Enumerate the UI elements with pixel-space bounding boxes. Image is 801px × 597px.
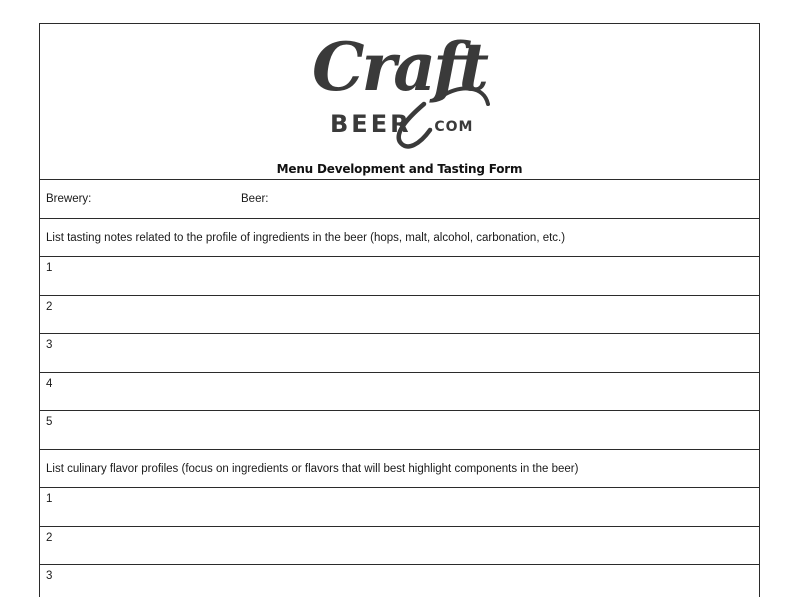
section1-prompt: List tasting notes related to the profile of ingredients in the beer (hops, malt, alcohol, carbonation, etc.) [46,231,566,244]
logo-com-wordmark: .COM [428,119,474,135]
line-number: 1 [46,262,53,274]
form-title: Menu Development and Tasting Form [276,162,523,176]
beer-label: Beer: [241,193,269,205]
section2-line-1 [40,488,759,527]
section1-line-2 [40,296,759,335]
line-number: 3 [46,570,53,582]
logo-beer-wordmark: BEER [330,110,412,138]
section1-prompt-row [40,219,759,258]
section2-prompt: List culinary flavor profiles (focus on ingredients or flavors that will best highlight components in the beer) [46,462,579,475]
line-number: 4 [46,377,53,390]
line-number: 3 [46,339,53,351]
line-number: 2 [46,300,53,313]
section1-line-5 [40,411,759,450]
section1-line-1 [40,257,759,296]
line-number: 5 [46,416,53,428]
logo-craft-wordmark: Craft [312,28,486,106]
section1-line-3 [40,334,759,373]
craftbeer-logo [312,28,492,154]
section2-line-2 [40,527,759,566]
section2-line-3 [40,565,759,597]
section2-prompt-row [40,450,759,489]
brewery-beer-row [40,180,759,219]
form-header [40,24,759,180]
brewery-label: Brewery: [46,193,92,205]
line-number: 2 [46,531,53,544]
tasting-form [39,23,760,597]
line-number: 1 [46,493,53,505]
section1-line-4 [40,373,759,412]
